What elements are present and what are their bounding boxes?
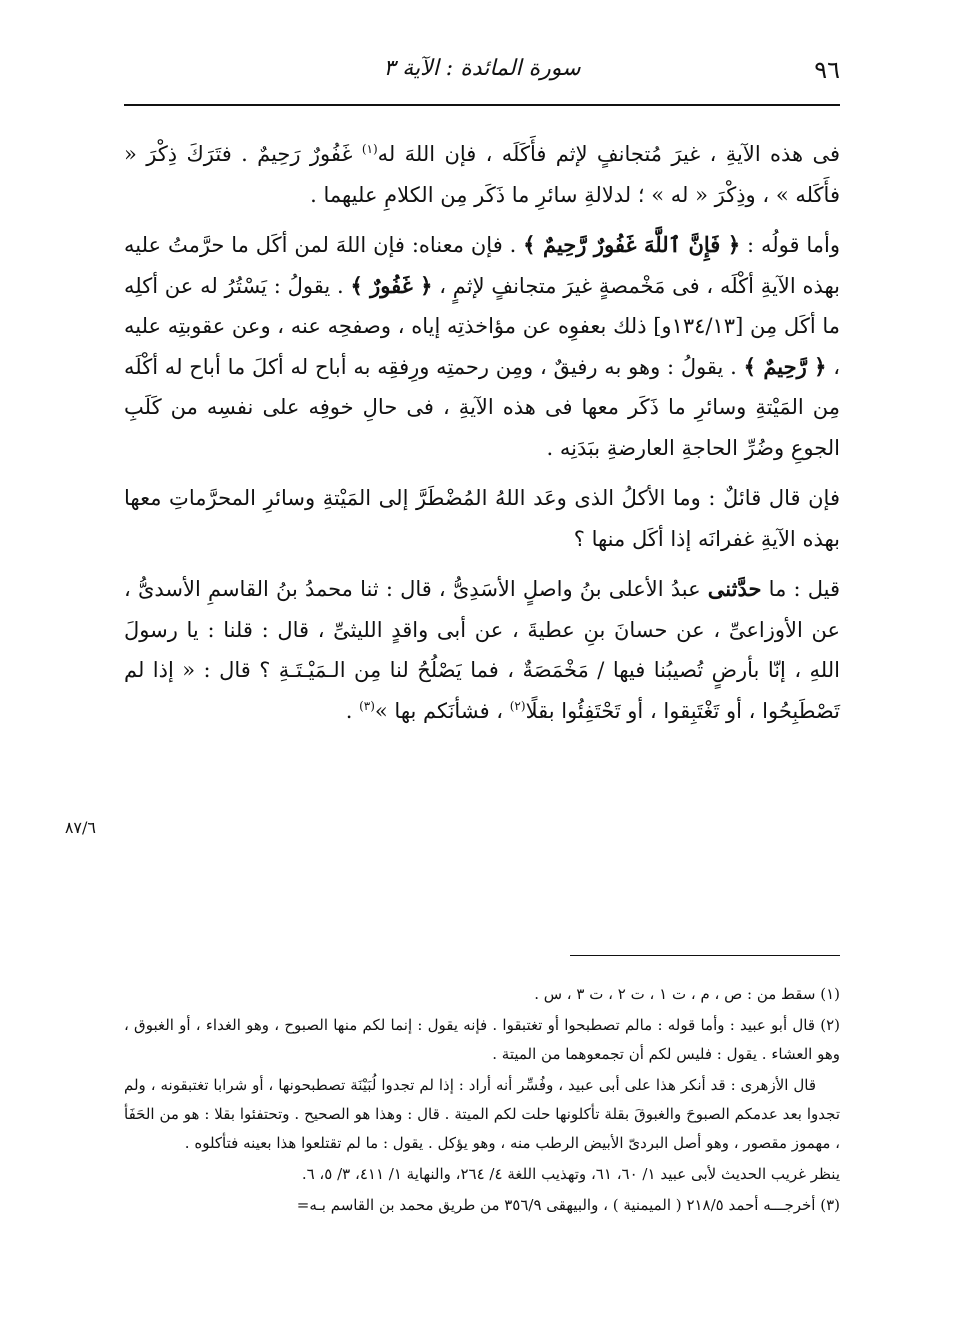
footnote-2: (٢) قال أبو عبيد : وأما قوله : مالم تصطبحوا أو تغتبقوا . فإنه يقول : إنما لكم منها الصبوح ، وهو الغداء ، أو الغبوق ، وهو العشاء . يقول : فليس لكم أن تجمعوهما من الميتة . (124, 1016, 840, 1063)
footnote-1: (١) سقط من : ص ، م ، ت ١ ، ت ٢ ، ت ٣ ، س . (534, 985, 840, 1003)
margin-page-ref: ٨٧/٦ (64, 818, 96, 837)
footnote-3: (٣) أخرجـــه أحمد ٢١٨/٥ ( الميمنية ) ، والبيهقى ٣٥٦/٩ من طريق محمد بن القاسم بـه= (296, 1196, 840, 1214)
footnote-rule (570, 955, 840, 956)
paragraph-1: فى هذه الآيةِ ، غيرَ مُتجانفٍ لإثم فأَكَلَه ، فإن اللهَ له$^{(١)}$ غَفُورٌ رَحِيمٌ . فتَرَكَ ذِكْرَ « فأَكَله » ، وذِكْرَ « له » ؛ لدلالةِ سائرِ ما ذَكَر مِن الكلامِ عليهما . (124, 142, 840, 207)
footnote-ref-1[interactable]: (١) (361, 142, 378, 156)
paragraph-3: فإن قال قائلٌ : وما الأكلُ الذى وعَد اللهُ المُضْطَرَّ إلى المَيْتةِ وسائرِ المحرَّماتِ معها بهذه الآيةِ غفرانَه إذا أكَل منها ؟ (124, 486, 840, 551)
running-title: سورة المائدة : الآية ٣ (383, 56, 581, 81)
footnotes (124, 980, 840, 1222)
page-header (124, 50, 840, 90)
quran-quote: ﴿ غَفُورٌ ﴾ (350, 272, 433, 298)
paragraph-4: قيل : ما حدَّثنى عبدُ الأعلى بنُ واصلٍ الأسَدِىُّ ، قال : ثنا محمدُ بنُ القاسمِ الأسدىُّ ، عن الأوزاعىِّ ، عن حسانَ بنِ عطيةَ ، عن أبى واقدٍ الليثىِّ ، قال : قلنا : يا رسولَ اللهِ ، إنّا بأرضٍ تُصيبُنا فيها / مَخْمَصَةٌ ، فما يَصْلُحُ لنا مِن الـمَيْـتَـةِ ؟ قال : « إذا لم تَصْطَبِحُوا ، أو تَغْتَبِقوا ، أو تَحْتَفِئُوا بقلًا$^{(٢)}$ ، فشأنَكم بها »$^{(٣)}$ . (124, 576, 840, 723)
quran-quote: ﴿ فَإِنَّ ٱللَّهَ غَفُورٌ رَّحِيمٌ ﴾ (523, 232, 741, 257)
header-rule (124, 104, 840, 106)
footnote-ref-2[interactable]: (٢) (509, 698, 526, 713)
footnote-ref-3[interactable]: (٣) (359, 698, 375, 713)
page-number: ٩٦ (814, 56, 840, 84)
main-text (124, 134, 840, 741)
footnote-2-sources: ينظر غريب الحديث لأبى عبيد ١/ ٦٠، ٦١، وتهذيب اللغة ٤/ ٢٦٤، والنهاية ١/ ٤١١، ٣/ ٥، ٦. (301, 1165, 840, 1183)
footnote-2-azhari: قال الأزهرى : قد أنكر هذا على أبى عبيد ، وفُسِّر أنه أراد : إذا لم تجدوا لُبَيْنَة تصطبحونها ، أو شرابا تغتبقونه ، ولم تجدوا بعد عدمكم الصبوحَ والغبوقَ بقلة تأكلونها حلت لكم الميتة . قال : وهذا هو الصحيح . وتحتفئوا بقلا : هو من الحَفَأ ، مهموز مقصور ، وهو أصل البردىّ الأبيض الرطب منه ، وهو يؤكل . يقول : ما لم تقتلعوا هذا بعينه فتأكلوه . (124, 1076, 840, 1152)
hadith-marker: حدَّثنى (707, 576, 762, 601)
quran-quote: ﴿ رَّحِيمٌ ﴾ (743, 353, 827, 379)
paragraph-2: وأما قولُه : ﴿ فَإِنَّ ٱللَّهَ غَفُورٌ رَّحِيمٌ ﴾ . فإن معناه: فإن اللهَ لمن أكَل ما حرَّمتُ عليه بهذه الآيةِ أكْلَه ، فى مَخْمصةٍ غيرَ متجانفٍ لإثمٍ ، ﴿ غَفُورٌ ﴾ . يقولُ : يَسْتُرُ له عن أكلِه ما أكَل مِن [١٣٤/١٣و] ذلك بعفوِه عن مؤاخذتِه إياه ، وصفحِه عنه ، وعن عقوبتِه عليه ، ﴿ رَّحِيمٌ ﴾ . يقولُ : وهو به رفيقٌ ، ومِن رحمتِه ورِفقِه به أباح له أكلَ ما أباح له أكْلَه مِن المَيْتةِ وسائرِ ما ذَكَر معها فى هذه الآيةِ ، فى حالِ خوفِه على نفسِه من كَلَبِ الجوعِ وضُرِّ الحاجةِ العارضةِ ببَدَنِه . (124, 232, 841, 460)
